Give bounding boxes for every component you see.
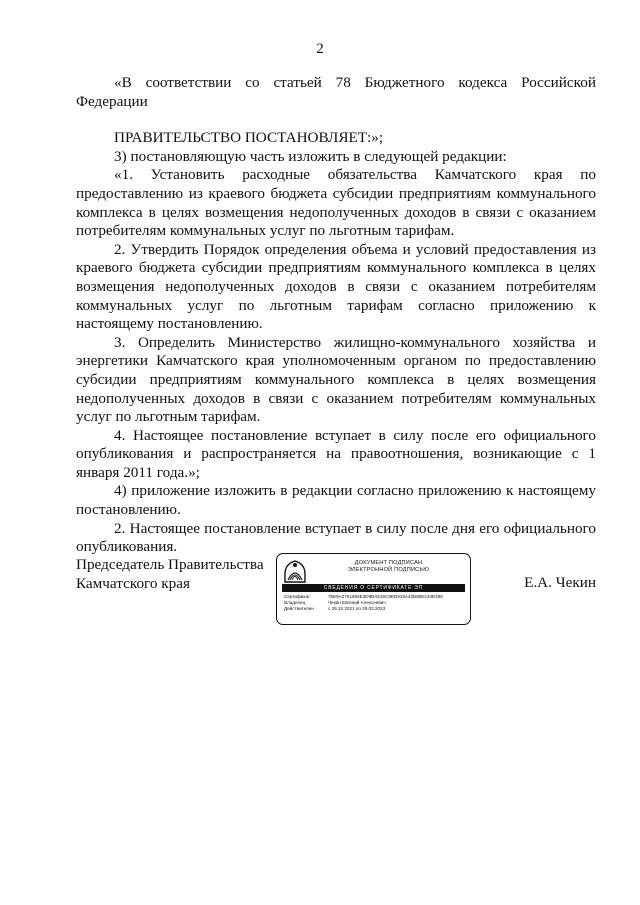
paragraph-item-2: 2. Утвердить Порядок определения объема и условий предоставления из краевого бюджета субсидии предприятиям коммунального комплекса в целях возмещения недополученных доходов в связи с оказанием потребителям коммунальных услуг по льготным тарифам согласно приложению к настоящему постановлению. bbox=[76, 240, 596, 333]
electronic-signature-stamp bbox=[276, 553, 471, 625]
coat-of-arms-icon bbox=[282, 558, 308, 584]
paragraph-item-3: 3. Определить Министерство жилищно-коммунального хозяйства и энергетики Камчатского края уполномоченным органом по предоставлению субсидии предприятиям коммунального комплекса в целях возмещения недополученных доходов в связи с оказанием потребителям коммунальных услуг по льготным тарифам. bbox=[76, 333, 596, 426]
paragraph-item-1: «1. Установить расходные обязательства Камчатского края по предоставлению из краевого бюджета субсидии предприятиям коммунального комплекса в целях возмещения недополученных доходов в связи с оказанием потребителям коммунальных услуг по льготным тарифам. bbox=[76, 166, 596, 240]
stamp-row bbox=[284, 606, 464, 612]
stamp-row-value: с 29.12.2021 по 29.03.2023 bbox=[328, 606, 386, 612]
signer-position-line2: Камчатского края bbox=[76, 575, 190, 592]
stamp-header-line1: ДОКУМЕНТ ПОДПИСАН bbox=[354, 560, 423, 566]
page-number: 2 bbox=[316, 41, 324, 57]
stamp-row-value: 76E9A2751694E3D9BA519C9ED918A42B88E234E299 bbox=[328, 594, 443, 599]
stamp-header bbox=[311, 560, 466, 574]
stamp-row-key: Сертификат bbox=[284, 594, 311, 599]
stamp-row-key: Действителен bbox=[284, 606, 314, 612]
paragraph-entry-into-force: 2. Настоящее постановление вступает в силу после дня его официального опубликования. bbox=[76, 519, 596, 556]
paragraph-amendment-3: 3) постановляющую часть изложить в следующей редакции: bbox=[114, 147, 507, 165]
stamp-certificate-details bbox=[284, 594, 464, 613]
paragraph-item-4: 4. Настоящее постановление вступает в силу после его официального опубликования и распространяется на правоотношения, возникающие с 1 января 2011 года.»; bbox=[76, 426, 596, 481]
paragraph-resolves: ПРАВИТЕЛЬСТВО ПОСТАНОВЛЯЕТ:»; bbox=[114, 129, 384, 147]
signer-name: Е.А. Чекин bbox=[524, 574, 596, 591]
document-body bbox=[76, 74, 596, 557]
stamp-certificate-bar: СВЕДЕНИЯ О СЕРТИФИКАТЕ ЭП bbox=[282, 584, 465, 592]
signer-position bbox=[76, 555, 276, 593]
signer-position-line1: Председатель Правительства bbox=[76, 556, 264, 573]
signature-block bbox=[76, 555, 596, 635]
stamp-row-value: Чекин Евгений Алексеевич bbox=[328, 600, 386, 606]
paragraph-amendment-4: 4) приложение изложить в редакции согласно приложению к настоящему постановлению. bbox=[76, 482, 596, 519]
stamp-row-key: Владелец bbox=[284, 600, 306, 606]
stamp-header-line2: ЭЛЕКТРОННОЙ ПОДПИСЬЮ bbox=[347, 567, 430, 573]
paragraph-preamble: «В соответствии со статьей 78 Бюджетного кодекса Российской Федерации bbox=[76, 74, 596, 110]
